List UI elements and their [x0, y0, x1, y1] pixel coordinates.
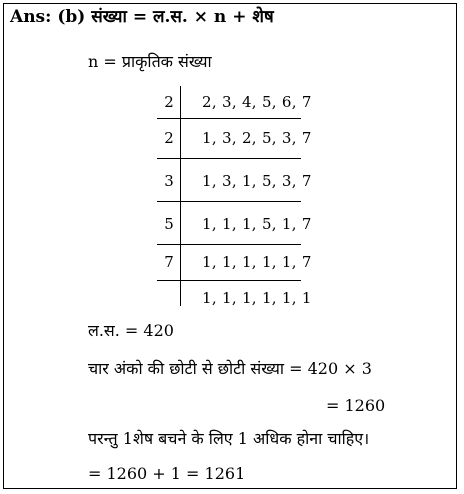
- ladder-values: 1, 1, 1, 5, 1, 7: [202, 215, 312, 233]
- answer-heading: Ans: (b) संख्या = ल.स. × n + शेष: [10, 7, 274, 27]
- ladder-values: 1, 3, 1, 5, 3, 7: [202, 172, 312, 190]
- ladder-row-divider: [157, 158, 301, 159]
- final-answer: = 1260 + 1 = 1261: [88, 464, 246, 483]
- remainder-note: परन्तु 1शेष बचने के लिए 1 अधिक होना चाहिए।: [88, 429, 370, 448]
- ladder-values: 1, 3, 2, 5, 3, 7: [202, 129, 312, 147]
- solution-box: [3, 3, 457, 489]
- smallest-number-line: चार अंको की छोटी से छोटी संख्या = 420 × 3: [88, 359, 372, 378]
- ladder-values-final: 1, 1, 1, 1, 1, 1: [202, 289, 312, 307]
- n-definition: n = प्राकृतिक संख्या: [88, 52, 212, 71]
- ladder-row-divider: [157, 280, 301, 281]
- ladder-row-divider: [157, 118, 301, 119]
- ladder-divisor: 2: [164, 129, 174, 147]
- ladder-row-divider: [157, 244, 301, 245]
- lcm-line: ल.स. = 420: [88, 321, 174, 340]
- ladder-row-divider: [157, 201, 301, 202]
- ladder-divisor: 7: [164, 253, 174, 271]
- ladder-divisor: 2: [164, 93, 174, 111]
- ladder-vertical-line: [180, 86, 181, 306]
- ladder-divisor: 3: [164, 172, 174, 190]
- ladder-values: 1, 1, 1, 1, 1, 7: [202, 253, 312, 271]
- ladder-values: 2, 3, 4, 5, 6, 7: [202, 93, 312, 111]
- product-line: = 1260: [326, 396, 386, 415]
- ladder-divisor: 5: [164, 215, 174, 233]
